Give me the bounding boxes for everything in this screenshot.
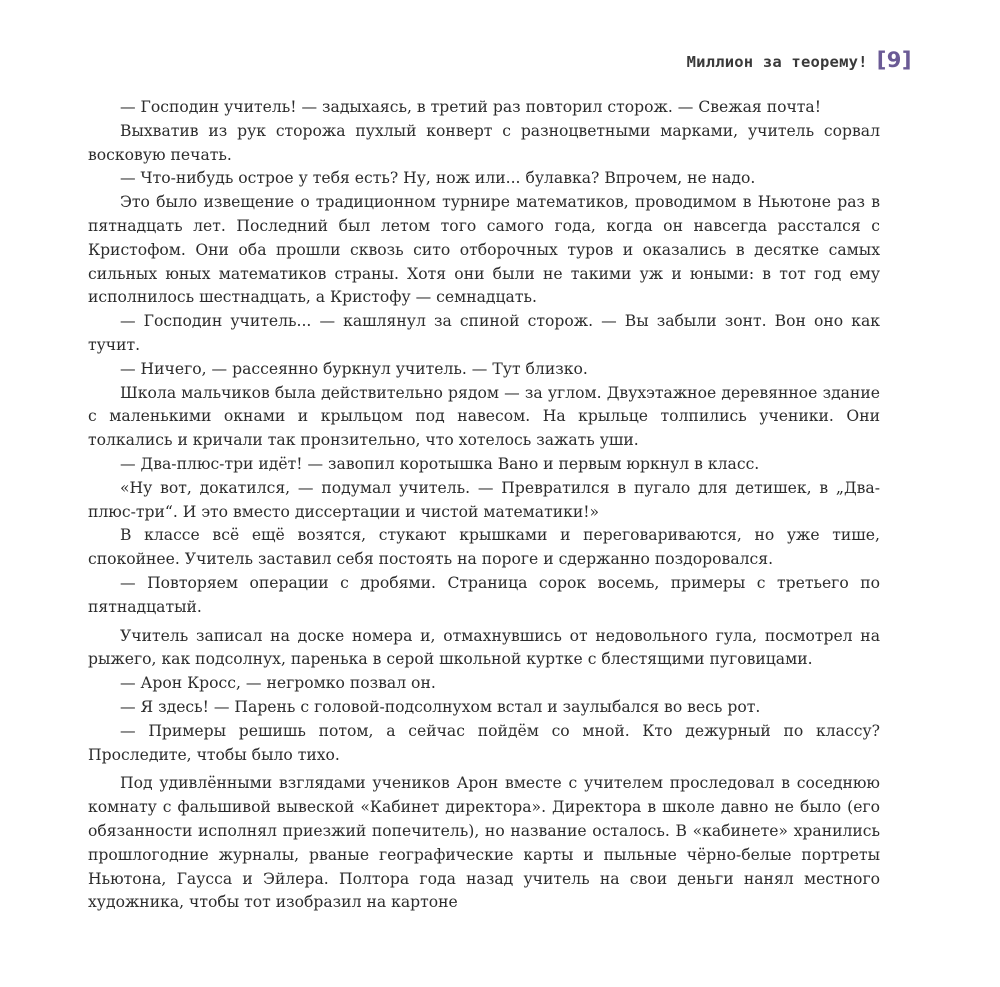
paragraph: — Что-нибудь острое у тебя есть? Ну, нож или... булавка? Впрочем, не надо. <box>120 169 756 188</box>
paragraph: Это было извещение о традиционном турнире математиков, проводимом в Ньютоне раз в пятнадцать лет. Последний был летом того самого года, когда он навсегда расстался с Кристофом. Они оба прошли сквозь сито отборочных туров и оказались в десятке самых сильных юных математиков страны. Хотя они были не такими уж и юными: в тот год ему исполнилось шестнадцать, а Кристофу — семнадцать. <box>88 193 880 307</box>
running-head-title: Миллион за теорему! <box>686 53 868 71</box>
paragraph: — Господин учитель... — кашлянул за спиной сторож. — Вы забыли зонт. Вон оно как тучит. <box>88 312 880 354</box>
paragraph: Под удивлёнными взглядами учеников Арон вместе с учителем проследовал в соседнюю комнату с фальшивой вывеской «Кабинет директора». Директора в школе давно не было (его обязанности исполнял приезжий попечитель), но название осталось. В «кабинете» хранились прошлогодние журналы, рваные географические карты и пыльные чёрно-белые портреты Ньютона, Гаусса и Эйлера. Полтора года назад учитель на свои деньги нанял местного художника, чтобы тот изобразил на картоне <box>88 774 880 912</box>
paragraph: — Ничего, — рассеянно буркнул учитель. — Тут близко. <box>120 359 588 378</box>
body-text <box>88 96 880 915</box>
paragraph: Выхватив из рук сторожа пухлый конверт с разноцветными марками, учитель сорвал восковую печать. <box>88 121 880 164</box>
paragraph: В классе всё ещё возятся, стукают крышками и переговариваются, но уже тише, спокойнее. Учитель заставил себя постоять на пороге и сдержанно поздоровался. <box>88 526 880 569</box>
paragraph: — Два-плюс-три идёт! — завопил коротышка Вано и первым юркнул в класс. <box>120 454 760 473</box>
paragraph: «Ну вот, докатился, — подумал учитель. — Превратился в пугало для детишек, в „Два-плюс-три“. И это вместо диссертации и чистой математики!» <box>88 478 880 521</box>
paragraph: Учитель записал на доске номера и, отмахнувшись от недовольного гула, посмотрел на рыжего, как подсолнух, паренька в серой школьной куртке с блестящими пуговицами. <box>88 626 880 669</box>
paragraph: Школа мальчиков была действительно рядом — за углом. Двухэтажное деревянное здание с маленькими окнами и крыльцом под навесом. На крыльце толпились ученики. Они толкались и кричали так пронзительно, что хотелось зажать уши. <box>88 383 880 450</box>
paragraph: — Повторяем операции с дробями. Страница сорок восемь, примеры с третьего по пятнадцатый. <box>88 573 880 616</box>
page-number: [9] <box>876 48 912 72</box>
running-head <box>687 48 912 72</box>
paragraph: — Примеры решишь потом, а сейчас пойдём со мной. Кто дежурный по классу? Проследите, чтобы было тихо. <box>88 721 880 764</box>
paragraph: — Я здесь! — Парень с головой-подсолнухом встал и заулыбался во весь рот. <box>120 697 761 716</box>
paragraph: — Господин учитель! — задыхаясь, в третий раз повторил сторож. — Свежая почта! <box>120 98 821 116</box>
paragraph: — Арон Кросс, — негромко позвал он. <box>120 674 436 693</box>
